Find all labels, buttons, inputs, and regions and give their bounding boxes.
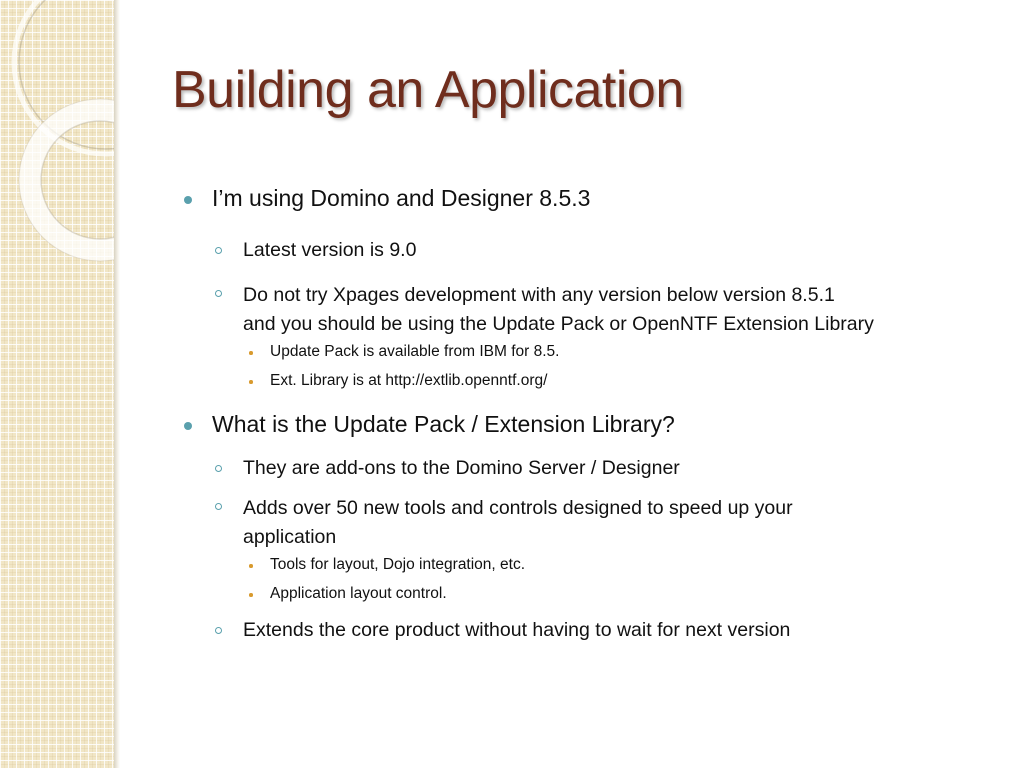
bullet-marker-level3 (249, 564, 253, 568)
bullet-marker-level1 (184, 422, 192, 430)
bullet-marker-level2 (215, 503, 222, 510)
bullet-marker-level2 (215, 290, 222, 297)
bullet-level2-multiline (243, 494, 793, 552)
bullet-marker-level2 (215, 465, 222, 472)
bullet-marker-level3 (249, 380, 253, 384)
bullet-line: Adds over 50 new tools and controls designed to speed up your (243, 497, 793, 519)
bullet-line: application (243, 526, 337, 548)
bullet-line: Do not try Xpages development with any version below version 8.5.1 (243, 284, 835, 306)
bullet-level1-text: What is the Update Pack / Extension Library? (212, 411, 675, 437)
bullet-marker-level1 (184, 196, 192, 204)
bullet-level2-text: Latest version is 9.0 (243, 239, 417, 261)
bullet-level2-text: Extends the core product without having to wait for next version (243, 619, 791, 641)
bullet-level2-multiline (243, 281, 874, 339)
slide-title: Building an Application (172, 61, 684, 119)
bullet-level3-text: Update Pack is available from IBM for 8.5. (270, 343, 560, 360)
bullet-marker-level3 (249, 593, 253, 597)
bullet-line: and you should be using the Update Pack or OpenNTF Extension Library (243, 313, 874, 335)
bullet-marker-level3 (249, 351, 253, 355)
bullet-level2-text: They are add-ons to the Domino Server / Designer (243, 457, 680, 479)
decorative-circles (0, 0, 114, 300)
bullet-level3-text: Ext. Library is at http://extlib.openntf.org/ (270, 372, 548, 389)
bullet-marker-level2 (215, 627, 222, 634)
bullet-level1-text: I’m using Domino and Designer 8.5.3 (212, 185, 591, 211)
bullet-level3-text: Tools for layout, Dojo integration, etc. (270, 556, 526, 573)
bullet-marker-level2 (215, 247, 222, 254)
bullet-level3-text: Application layout control. (270, 585, 447, 602)
decorative-side-panel (0, 0, 114, 768)
side-panel-edge (114, 0, 120, 768)
